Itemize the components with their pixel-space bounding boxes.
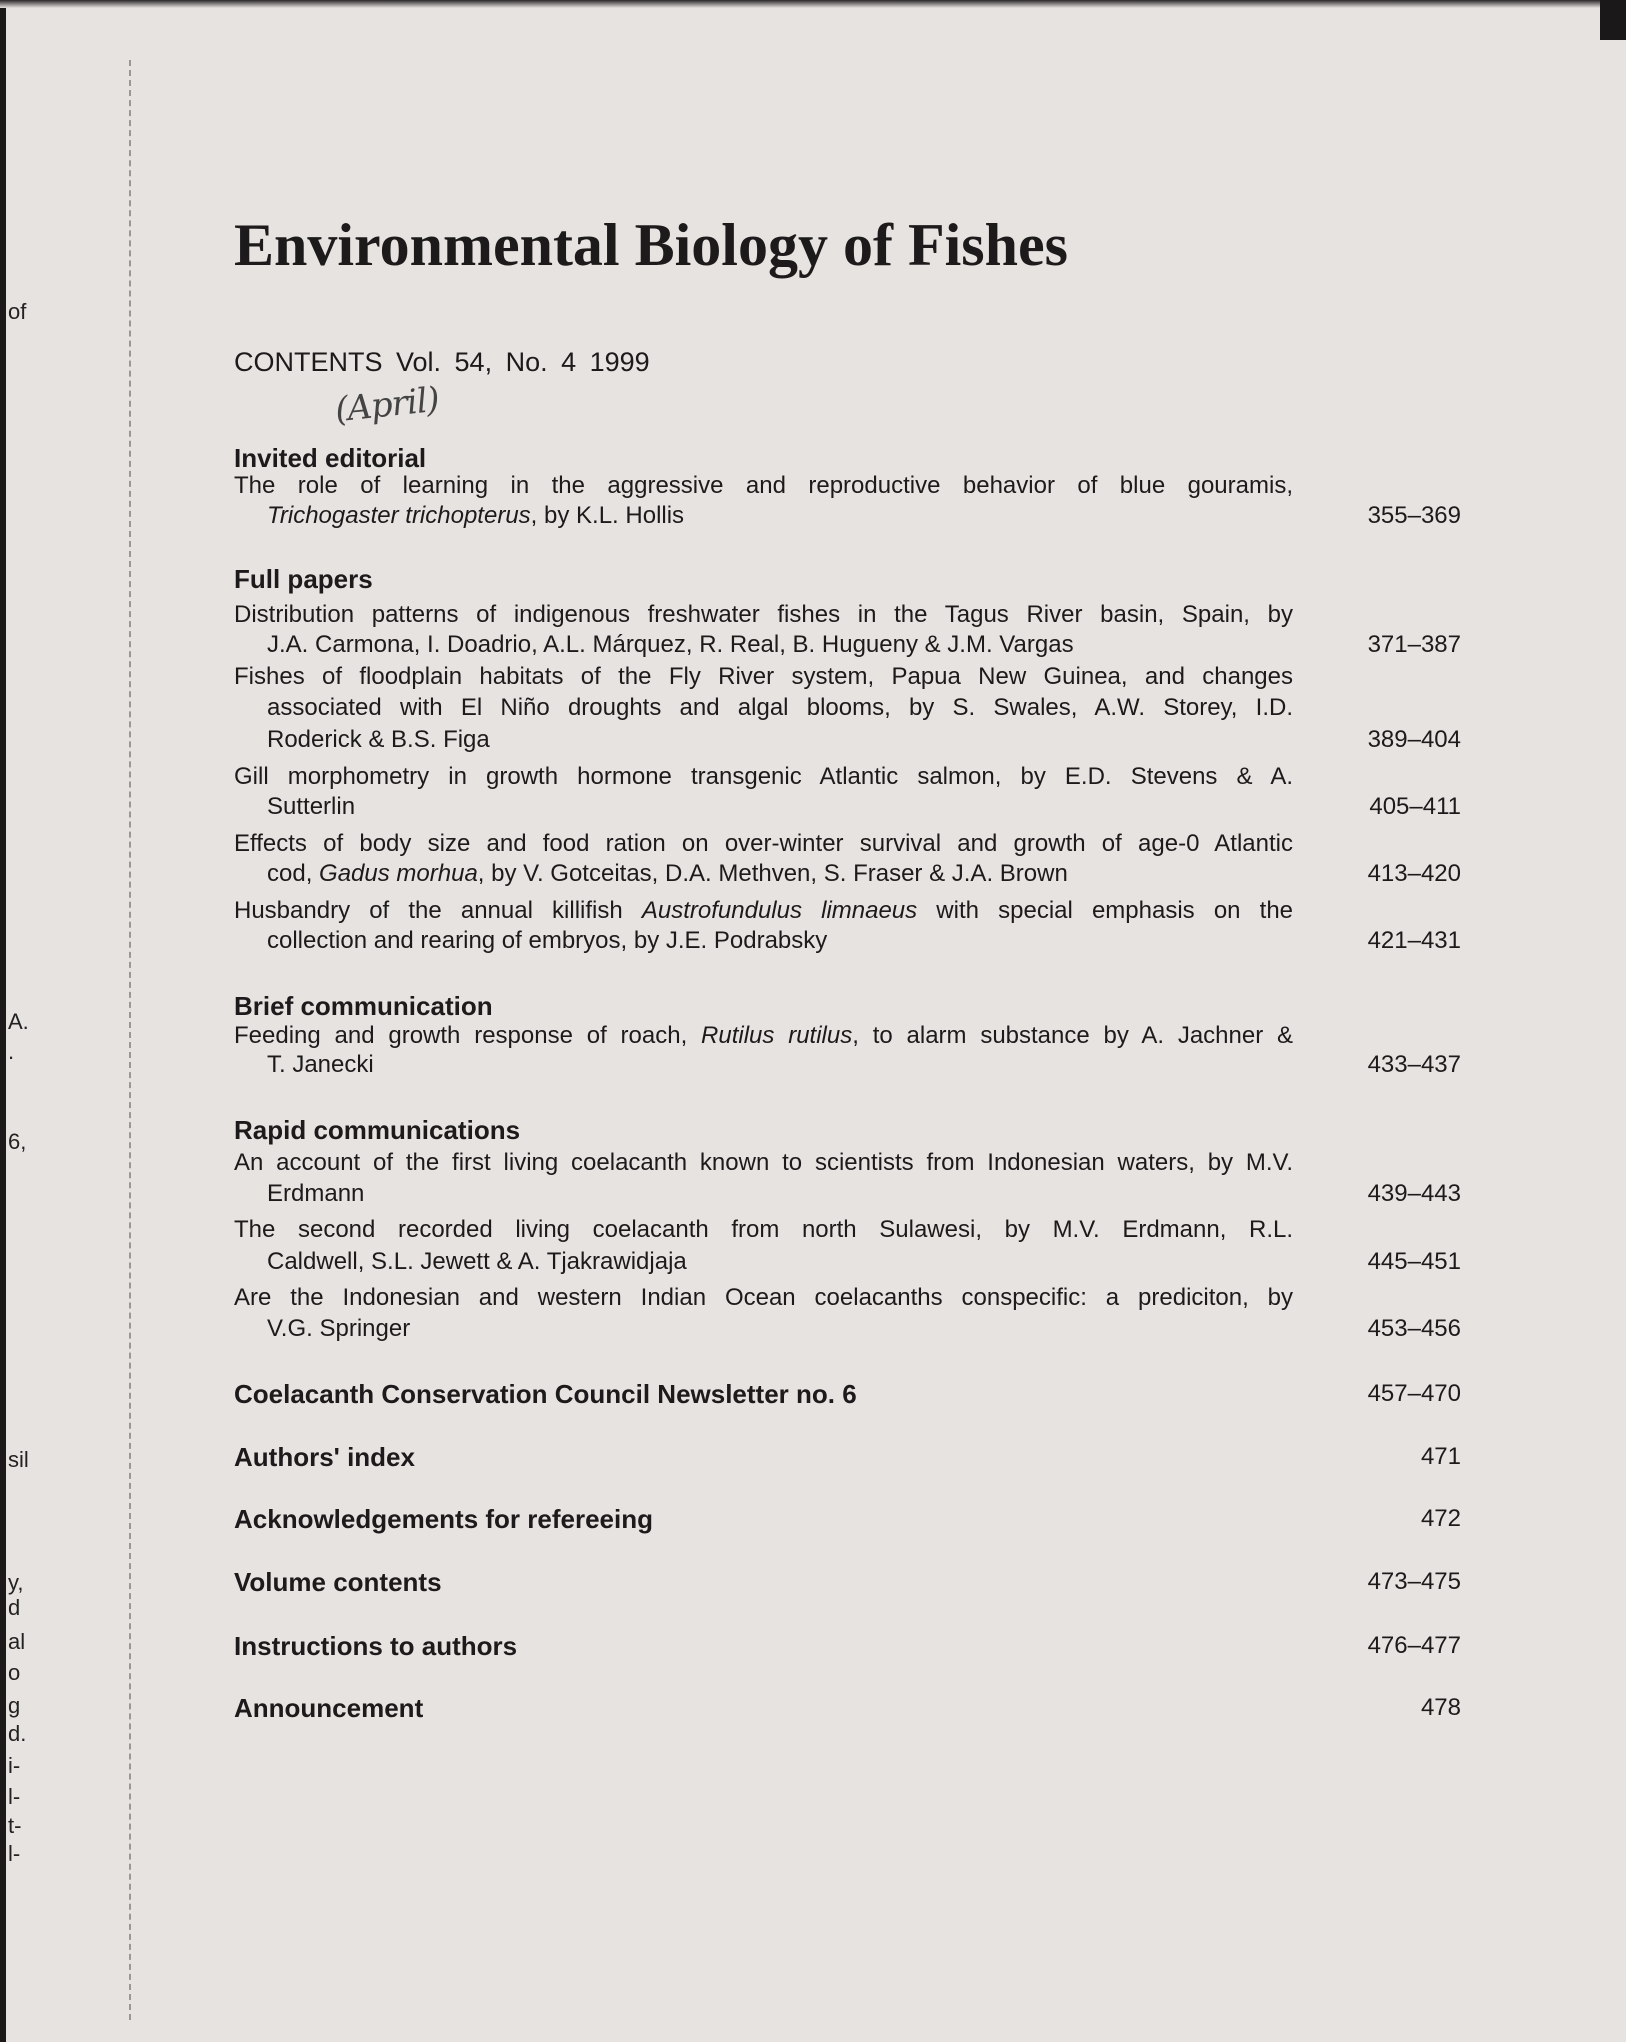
fragment-text: o <box>8 1660 21 1685</box>
entry-text: T. Janecki <box>267 1051 374 1078</box>
fragment-text: l- <box>8 1841 21 1866</box>
page-range: 421–431 <box>1367 927 1461 954</box>
scan-corner <box>1600 0 1626 40</box>
page-range: 405–411 <box>1369 793 1461 820</box>
section-heading: Full papers <box>234 564 373 594</box>
page-range: 472 <box>1420 1505 1461 1532</box>
entry-line <box>234 1020 1293 1052</box>
entry-text: J.A. Carmona, I. Doadrio, A.L. Márquez, R. Real, B. Hugueny & J.M. Vargas <box>267 631 1074 658</box>
entry-text: , by K.L. Hollis <box>530 502 685 529</box>
fragment-text: A. <box>8 1009 29 1034</box>
fragment-text: 6, <box>8 1129 27 1154</box>
page-fold-line <box>129 60 131 2020</box>
page-range: 355–369 <box>1367 502 1461 529</box>
entry-line <box>234 895 1293 927</box>
fragment-text: g <box>8 1693 21 1718</box>
entry-text: cod, <box>267 860 320 887</box>
fragment-text: . <box>8 1039 15 1064</box>
entry-line <box>267 925 1293 957</box>
entry-text: An account of the first living coelacanth known to scientists from Indonesian waters, by M.V. <box>234 1149 1293 1176</box>
page-range: 445–451 <box>1367 1248 1461 1275</box>
entry-text: , to alarm substance by A. Jachner & <box>852 1022 1294 1049</box>
entry-line <box>267 692 1293 724</box>
entry-text: V.G. Springer <box>267 1315 411 1342</box>
fragment-text: d <box>8 1595 21 1620</box>
entry-line <box>267 1178 1293 1210</box>
entry-text: Erdmann <box>267 1180 365 1207</box>
entry-line <box>267 791 1293 823</box>
section-heading: Rapid communications <box>234 1115 521 1145</box>
entry-line <box>234 761 1293 793</box>
entry-line <box>234 1214 1293 1246</box>
toc-item-label: Coelacanth Conservation Council Newsletter no. 6 <box>234 1379 857 1409</box>
entry-line <box>267 858 1293 890</box>
contents-volume-line: CONTENTS Vol. 54, No. 4 1999 <box>234 347 650 377</box>
entry-text: Are the Indonesian and western Indian Ocean coelacanths conspecific: a prediciton, by <box>234 1284 1293 1311</box>
entry-line <box>267 1246 1293 1278</box>
toc-item-label: Authors' index <box>234 1442 415 1472</box>
species-name: Trichogaster trichopterus <box>267 502 531 529</box>
entry-line <box>267 629 1293 661</box>
entry-line <box>267 724 1293 756</box>
toc-item-label: Volume contents <box>234 1567 442 1597</box>
entry-text: The second recorded living coelacanth from north Sulawesi, by M.V. Erdmann, R.L. <box>234 1216 1293 1243</box>
entry-line <box>267 500 1293 532</box>
section-heading: Invited editorial <box>234 443 427 473</box>
toc-item-label: Instructions to authors <box>234 1631 518 1661</box>
toc-item-label: Acknowledgements for refereeing <box>234 1504 653 1534</box>
fragment-text: sil <box>8 1447 29 1472</box>
page-range: 389–404 <box>1367 726 1461 753</box>
entry-text: Caldwell, S.L. Jewett & A. Tjakrawidjaja <box>267 1248 687 1275</box>
page-range: 457–470 <box>1367 1380 1461 1407</box>
page-range: 433–437 <box>1367 1051 1461 1078</box>
fragment-text: i- <box>8 1753 21 1778</box>
page-range: 476–477 <box>1367 1632 1461 1659</box>
page-range: 453–456 <box>1367 1315 1461 1342</box>
page-range: 413–420 <box>1367 860 1461 887</box>
section-heading: Brief communication <box>234 991 493 1021</box>
scan-edge <box>0 0 6 2042</box>
entry-line <box>267 1049 1293 1081</box>
fragment-text: d. <box>8 1721 27 1746</box>
entry-text: Roderick & B.S. Figa <box>267 726 490 753</box>
entry-text: Husbandry of the annual killifish <box>234 897 642 924</box>
entry-text: Sutterlin <box>267 793 356 820</box>
entry-line <box>234 1282 1293 1314</box>
entry-text: Feeding and growth response of roach, <box>234 1022 702 1049</box>
entry-line <box>234 1147 1293 1179</box>
entry-line <box>267 1313 1293 1345</box>
species-name: Rutilus rutilus <box>701 1022 853 1049</box>
toc-item-label: Announcement <box>234 1693 424 1723</box>
fragment-text: t- <box>8 1813 22 1838</box>
entry-line <box>234 661 1293 693</box>
species-name: Austrofundulus limnaeus <box>641 897 918 924</box>
entry-text: Fishes of floodplain habitats of the Fly River system, Papua New Guinea, and changes <box>234 663 1293 690</box>
fragment-text: al <box>8 1629 26 1654</box>
entry-text: with special emphasis on the <box>917 897 1294 924</box>
page-range: 473–475 <box>1367 1568 1461 1595</box>
scan-shadow <box>0 0 1626 8</box>
entry-line <box>234 599 1293 631</box>
entry-text: , by V. Gotceitas, D.A. Methven, S. Fraser & J.A. Brown <box>477 860 1068 887</box>
entry-line <box>234 470 1293 502</box>
fragment-text: l- <box>8 1784 21 1809</box>
entry-line <box>234 828 1293 860</box>
journal-title: Environmental Biology of Fishes <box>234 212 1068 278</box>
page-range: 439–443 <box>1367 1180 1461 1207</box>
handwritten-note: (April) <box>333 379 441 431</box>
entry-text: associated with El Niño droughts and algal blooms, by S. Swales, A.W. Storey, I.D. <box>267 694 1293 721</box>
fragment-text: of <box>8 299 27 324</box>
entry-text: The role of learning in the aggressive and reproductive behavior of blue gouramis, <box>234 472 1293 499</box>
page-range: 371–387 <box>1367 631 1461 658</box>
entry-text: collection and rearing of embryos, by J.E. Podrabsky <box>267 927 828 954</box>
page-range: 478 <box>1420 1694 1461 1721</box>
entry-text: Effects of body size and food ration on over-winter survival and growth of age-0 Atlantic <box>234 830 1293 857</box>
entry-text: Distribution patterns of indigenous freshwater fishes in the Tagus River basin, Spain, by <box>234 601 1293 628</box>
fragment-text: y, <box>8 1570 24 1595</box>
page-range: 471 <box>1420 1443 1461 1470</box>
entry-text: Gill morphometry in growth hormone transgenic Atlantic salmon, by E.D. Stevens & A. <box>234 763 1293 790</box>
species-name: Gadus morhua <box>319 860 478 887</box>
